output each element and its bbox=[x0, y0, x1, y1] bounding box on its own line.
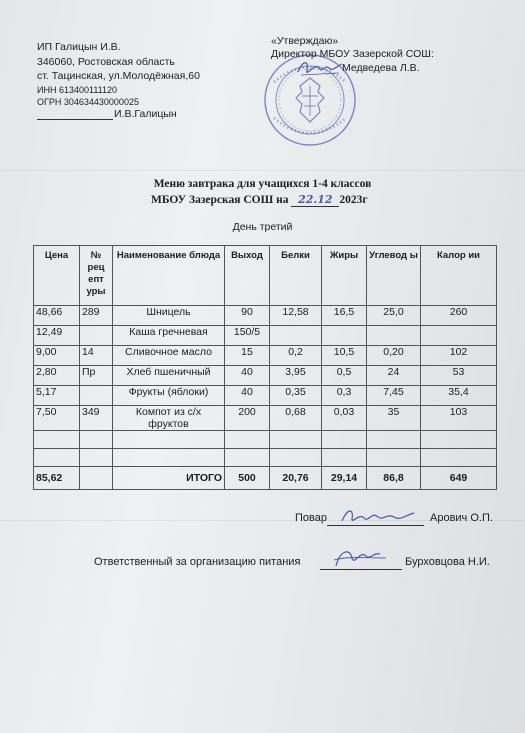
cook-label: Повар bbox=[295, 512, 327, 524]
cell-calories: 35,4 bbox=[421, 386, 497, 406]
cell-carbs: 24 bbox=[367, 366, 421, 386]
cell-fats: 16,5 bbox=[322, 306, 367, 326]
cell-recipe: 289 bbox=[80, 306, 113, 326]
col-header-fats: Жиры bbox=[322, 246, 367, 306]
col-header-price: Цена bbox=[34, 246, 80, 306]
cell-recipe: 349 bbox=[80, 406, 113, 431]
total-carbs: 86,8 bbox=[367, 467, 421, 490]
cell-price: 48,66 bbox=[34, 306, 80, 326]
cell-carbs: 35 bbox=[367, 406, 421, 431]
company-address-region: 346060, Ростовская область bbox=[37, 56, 175, 68]
cell-proteins bbox=[270, 326, 322, 346]
cook-name: Арович О.П. bbox=[430, 512, 493, 524]
menu-table bbox=[33, 245, 497, 490]
cell-fats bbox=[322, 326, 367, 346]
cell-recipe bbox=[80, 386, 113, 406]
cell-output: 40 bbox=[225, 366, 270, 386]
cell-fats: 10,5 bbox=[322, 346, 367, 366]
cell-output: 40 bbox=[225, 386, 270, 406]
col-header-recipe: № рец епт уры bbox=[80, 246, 113, 306]
menu-subtitle bbox=[151, 193, 368, 207]
approval-label: «Утверждаю» bbox=[271, 35, 339, 47]
menu-title: Меню завтрака для учащихся 1-4 классов bbox=[153, 178, 372, 190]
table-header-row bbox=[34, 246, 497, 306]
company-address-street: ст. Тацинская, ул.Молодёжная,60 bbox=[37, 70, 200, 82]
col-header-dish: Наименование блюда bbox=[113, 246, 225, 306]
cell-price: 12,49 bbox=[34, 326, 80, 346]
table-row bbox=[34, 326, 497, 346]
cell-price: 5,17 bbox=[34, 386, 80, 406]
total-fats: 29,14 bbox=[322, 467, 367, 490]
cell-calories: 260 bbox=[421, 306, 497, 326]
cell-output: 200 bbox=[225, 406, 270, 431]
cell-carbs: 25,0 bbox=[367, 306, 421, 326]
school-name: МБОУ Зазерская СОШ на bbox=[151, 194, 289, 206]
year: 2023г bbox=[339, 194, 368, 206]
table-row bbox=[34, 386, 497, 406]
total-label: ИТОГО bbox=[113, 467, 225, 490]
date-field bbox=[291, 193, 339, 207]
total-calories: 649 bbox=[421, 467, 497, 490]
table-row-empty bbox=[34, 431, 497, 449]
cell-price: 2,80 bbox=[34, 366, 80, 386]
col-header-calories: Калор ии bbox=[421, 246, 497, 306]
cell-proteins: 0,2 bbox=[270, 346, 322, 366]
director-name: Медведева Л.В. bbox=[342, 62, 420, 74]
cell-proteins: 3,95 bbox=[270, 366, 322, 386]
director-position: Директор МБОУ Зазерской СОШ: bbox=[271, 48, 434, 60]
col-header-output: Выход bbox=[225, 246, 270, 306]
cell-output: 15 bbox=[225, 346, 270, 366]
company-name: ИП Галицын И.В. bbox=[37, 41, 121, 53]
cell-calories: 103 bbox=[421, 406, 497, 431]
cell-carbs: 0,20 bbox=[367, 346, 421, 366]
signature-line bbox=[37, 119, 113, 120]
cook-signature-icon bbox=[338, 505, 418, 527]
cell-dish: Фрукты (яблоки) bbox=[113, 386, 225, 406]
cell-carbs bbox=[367, 326, 421, 346]
cell-price: 9,00 bbox=[34, 346, 80, 366]
cell-proteins: 0,68 bbox=[270, 406, 322, 431]
cell-proteins: 0,35 bbox=[270, 386, 322, 406]
paper-fold bbox=[0, 170, 525, 171]
cell-recipe: Пр bbox=[80, 366, 113, 386]
cell-calories bbox=[421, 326, 497, 346]
company-ogrn: ОГРН 304634430000025 bbox=[37, 97, 139, 107]
cell-dish: Сливочное масло bbox=[113, 346, 225, 366]
table-row bbox=[34, 346, 497, 366]
cell-fats: 0,5 bbox=[322, 366, 367, 386]
table-row bbox=[34, 306, 497, 326]
table-row bbox=[34, 406, 497, 431]
col-header-proteins: Белки bbox=[270, 246, 322, 306]
cell-dish: Шницель bbox=[113, 306, 225, 326]
cell-dish: Компот из с/х фруктов bbox=[113, 406, 225, 431]
cell-dish: Каша гречневая bbox=[113, 326, 225, 346]
table-row-empty bbox=[34, 449, 497, 467]
col-header-carbs: Углевод ы bbox=[367, 246, 421, 306]
total-output: 500 bbox=[225, 467, 270, 490]
company-signature-name: И.В.Галицын bbox=[114, 108, 177, 120]
cell-recipe: 14 bbox=[80, 346, 113, 366]
cell-price: 7,50 bbox=[34, 406, 80, 431]
responsible-signature-icon bbox=[330, 546, 390, 572]
cell-calories: 53 bbox=[421, 366, 497, 386]
responsible-label: Ответственный за организацию питания bbox=[94, 556, 301, 568]
total-price: 85,62 bbox=[34, 467, 80, 490]
cell-output: 150/5 bbox=[225, 326, 270, 346]
company-inn: ИНН 613400111120 bbox=[37, 85, 118, 95]
total-proteins: 20,76 bbox=[270, 467, 322, 490]
responsible-name: Бурховцова Н.И. bbox=[405, 556, 490, 568]
day-label: День третий bbox=[232, 221, 293, 233]
cell-recipe bbox=[80, 326, 113, 346]
handwritten-date: 22.12 bbox=[298, 193, 333, 206]
cell-fats: 0,3 bbox=[322, 386, 367, 406]
table-total-row bbox=[34, 467, 497, 490]
cell-fats: 0,03 bbox=[322, 406, 367, 431]
director-signature-icon bbox=[295, 56, 345, 80]
cell-proteins: 12,58 bbox=[270, 306, 322, 326]
cell-carbs: 7,45 bbox=[367, 386, 421, 406]
cell-dish: Хлеб пшеничный bbox=[113, 366, 225, 386]
table-row bbox=[34, 366, 497, 386]
cell-calories: 102 bbox=[421, 346, 497, 366]
cell-output: 90 bbox=[225, 306, 270, 326]
total-recipe bbox=[80, 467, 113, 490]
